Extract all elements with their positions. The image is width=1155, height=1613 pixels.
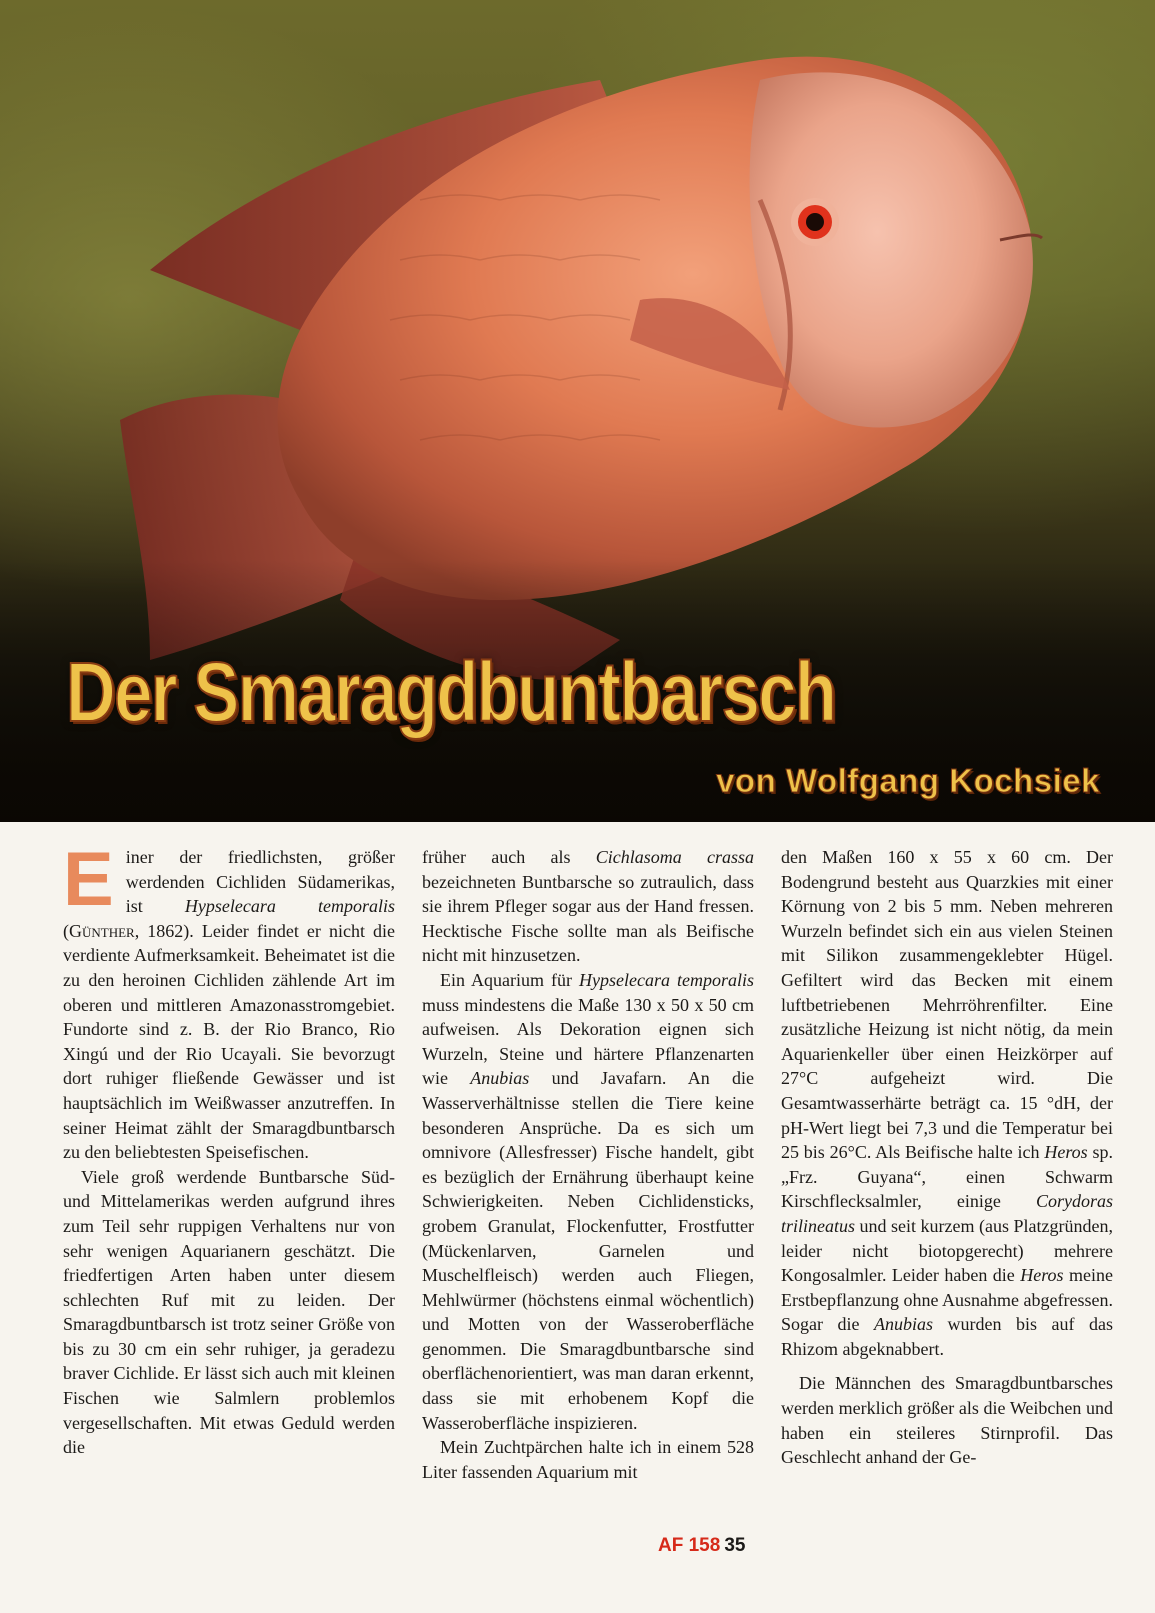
paragraph: Viele groß werdende Buntbarsche Süd- und Mittelamerikas werden aufgrund ihres zum Teil sehr ruppigen Verhaltens nur von sehr wenigen Aquarianern geschätzt. Die friedfertigen Arten haben unter diesem schlechten Ruf mit zu leiden. Der Smaragdbuntbarsch ist trotz seiner Größe von bis zu 30 cm ein sehr ruhiger, ja geradezu braver Cichlide. Er lässt sich auch mit kleinen Fischen wie Salmlern problemlos vergesellschaften. Mit etwas Geduld werden die	[63, 1166, 395, 1458]
paragraph: früher auch als Cichlasoma crassa bezeichneten Buntbarsche so zutraulich, dass sie ihrem Pfleger sogar aus der Hand fressen. Hecktische Fische sollte man als Beifische nicht mit hinzusetzen.	[422, 847, 754, 966]
paragraph: Ein Aquarium für Hypselecara temporalis muss mindestens die Maße 130 x 50 x 50 cm aufweisen. Als Dekoration eignen sich Wurzeln, Steine und härtere Pflanzenarten wie Anubias und Javafarn. An die Wasserverhältnisse stellen die Tiere keine besonderen Ansprüche. Da es sich um omnivore (Allesfresser) Fische handelt, gibt es bezüglich der Ernährung überhaupt keine Schwierigkeiten. Neben Cichlidensticks, grobem Granulat, Flockenfutter, Frostfutter (Mückenlarven, Garnelen und Muschelfleisch) werden auch Fliegen, Mehlwürmer (höchstens einmal wöchentlich) und Motten von der Wasseroberfläche genommen. Die Smaragdbuntbarsche sind oberflächenorientiert, was man daran erkennt, dass sie mit erhobenem Kopf die Wasseroberfläche inspizieren.	[422, 969, 754, 1433]
magazine-issue: AF 158	[658, 1535, 721, 1556]
article-body	[63, 837, 1114, 1525]
page-number: 35	[724, 1535, 746, 1556]
fish-head	[750, 72, 1033, 427]
page-footer	[658, 1535, 745, 1557]
column-2	[422, 845, 754, 1525]
article-byline: von Wolfgang Kochsiek	[716, 762, 1100, 799]
paragraph: Mein Zuchtpärchen halte ich in einem 528 Liter fassenden Aquarium mit	[422, 1437, 754, 1482]
column-3	[781, 845, 1113, 1525]
drop-cap: E	[63, 837, 114, 922]
article-title: Der Smaragdbuntbarsch	[66, 645, 836, 739]
paragraph: Einer der friedlichsten, größer werdenden Cichliden Südamerikas, ist Hypselecara temporalis (Günther, 1862). Leider findet er nicht die verdiente Aufmerksamkeit. Beheimatet ist die zu den heroinen Cichliden zählende Art im oberen und mittleren Amazonasstromgebiet. Fundorte sind z. B. der Rio Branco, Rio Xingú und der Rio Ucayali. Sie bevorzugt dort ruhiger fließende Gewässer und ist hauptsächlich im Weißwasser anzutreffen. In seiner Heimat zählt der Smaragdbuntbarsch zu den beliebtesten Speisefischen.	[63, 837, 395, 1163]
paragraph: Die Männchen des Smaragdbuntbarsches werden merklich größer als die Weibchen und haben ein steileres Stirnprofil. Das Geschlecht anhand der Ge-	[781, 1373, 1113, 1468]
column-1	[63, 837, 395, 1525]
paragraph: den Maßen 160 x 55 x 60 cm. Der Bodengrund besteht aus Quarzkies mit einer Körnung von 2 bis 5 mm. Neben mehreren Wurzeln befindet sich ein aus vielen Steinen mit Silikon zusammengeklebter Hügel. Gefiltert wird das Becken mit einem luftbetriebenen Mehrröhrenfilter. Eine zusätzliche Heizung ist nicht nötig, da mein Aquarienkeller über einen Heizkörper auf 27°C aufgeheizt wird. Die Gesamtwasserhärte beträgt ca. 15 °dH, der pH-Wert liegt bei 7,3 und die Temperatur bei 25 bis 26°C. Als Beifische halte ich Heros sp. „Frz. Guyana“, einen Schwarm Kirschflecksalmler, einige Corydoras trilineatus und seit kurzem (aus Platzgründen, leider nicht biotopgerecht) mehrere Kongosalmler. Leider haben die Heros meine Erstbepflanzung ohne Ausnahme abgefressen. Sogar die Anubias wurden bis auf das Rhizom abgeknabbert.	[781, 847, 1114, 1359]
